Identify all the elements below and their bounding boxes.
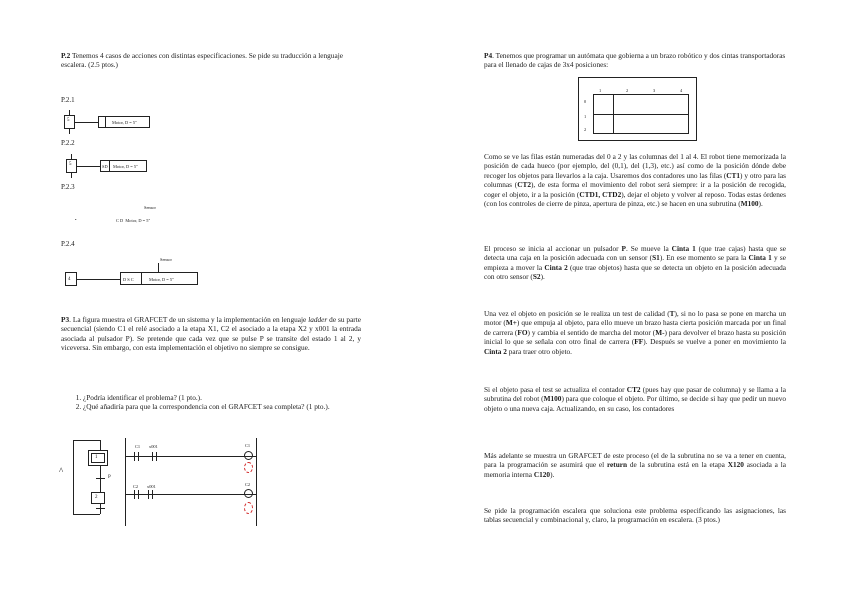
p2-statement: P.2 Tenemos 4 casos de acciones con distintas especificaciones. Se pide su traducción a lenguaje escalera. (2.5 ptos.) [61, 51, 343, 70]
row-header: 0 [584, 99, 587, 104]
box-positions-table [578, 77, 697, 141]
column-header: 1 [599, 88, 602, 93]
question-item: 1. ¿Podría identificar el problema? (1 pto.). [83, 393, 361, 402]
column-header: 4 [680, 88, 683, 93]
p4-statement: P4. Tenemos que programar un autómata que gobierna a un brazo robótico y dos cintas transportadoras para el llenado de cajas de 3x4 posiciones: [484, 51, 786, 70]
column-header: 2 [626, 88, 629, 93]
action-text: C D Motor, D = 5" [116, 218, 151, 223]
sensor-label: Sensor [160, 257, 172, 262]
grafcet-step: 2 [91, 492, 105, 504]
row-header: 2 [584, 127, 587, 132]
column-header: 3 [653, 88, 656, 93]
action-box: D S C Motor, D = 5" [120, 272, 198, 285]
question-item: 2. ¿Qué añadiría para que la correspondencia con el GRAFCET sea completa? (1 pto.). [83, 402, 361, 411]
action-box: SD Motor, D = 5" [100, 160, 147, 172]
row-header: 1 [584, 114, 587, 119]
p4-paragraph-4: Si el objeto pasa el test se actualiza el contador CT2 (pues hay que pasar de columna) y se llama a la subrutina del robot (M100) para que coloque el objeto. Por último, se decide si hay que pedir un nuevo objeto o una nueva caja. Actualizando, en su caso, los contadores [484, 385, 786, 413]
p4-paragraph-1: Como se ve las filas están numeradas del 0 a 2 y las columnas del 1 al 4. El robot tiene memorizada la posición de cada hueco (por ejemplo, del (0,1), del (1,3), etc.) así como de la posición dónde debe recoger los objetos para llevarlos a la caja. Usaremos dos contadores uno las filas (CT1) y otro para las columnas (CT2), de esta forma el movimiento del robot será siempre: ir a la posición de recogida, coger el objeto, ir a la posición (CTD1, CTD2), dejar el objeto y volver al reposo. Todas estas órdenes (con los controles de cierre de pinza, apertura de pinza, etc.) se hacen en una subrutina (M100). [484, 152, 786, 209]
box-grid [593, 94, 689, 134]
arrow-up-icon: ^ [59, 466, 64, 476]
p4-paragraph-6: Se pide la programación escalera que soluciona este problema especificando las asignaciones, las tablas secuencial y combinacional y, claro, la programación en escalera. (3 ptos.) [484, 506, 786, 525]
case-label: P.2.2 [61, 139, 75, 147]
grafcet-step-initial: 1 [88, 450, 108, 466]
grafcet-step: 4 [65, 272, 77, 286]
p4-paragraph-5: Más adelante se muestra un GRAFCET de este proceso (el de la subrutina no se va a tener en cuenta, para la programación se asumirá que el return de la subrutina está en la etapa X120 asociada a la memoria interna C120). [484, 451, 786, 479]
p4-paragraph-2: El proceso se inicia al accionar un pulsador P. Se mueve la Cinta 1 (que trae cajas) hasta que se detecta una caja en la posición adecuada con un sensor (S1). En ese momento se para la Cinta 1 y se empieza a mover la Cinta 2 (que trae objetos) hasta que se detecta un objeto en la posición adecuada con otro sensor (S2). [484, 244, 787, 282]
sensor-label: Sensor [144, 205, 156, 210]
p3-questions [61, 393, 361, 412]
p3-statement: P3. La figura muestra el GRAFCET de un sistema y la implementación en lenguaje ladder de su parte secuencial (siendo C1 el relé asociado a la etapa X1, C2 el asociado a la etapa X2 y x001 la entrada asociada al pulsador P). Se pretende que cada vez que se pulse P se transite del estado 1 al 2, y viceversa. Sin embargo, con esta implementación el objetivo no siempre se consigue. [61, 315, 362, 353]
relay-coil [244, 489, 253, 498]
relay-coil-dashed [244, 502, 253, 514]
case-label: P.2.1 [61, 96, 75, 104]
action-box: Motor, D = 5" [98, 116, 150, 128]
p4-paragraph-3: Una vez el objeto en posición se le realiza un test de calidad (T), si no lo pasa se pone en marcha un motor (M+) que empuja al objeto, para ello mueve un brazo hasta cierta posición marcada por un final de carrera (FO) y cambia el sentido de marcha del motor (M-) para devolver el brazo hasta su posición inicial lo que se señala con otro final de carrera (FF). Después se vuelve a poner en movimiento la Cinta 2 para traer otro objeto. [484, 309, 787, 356]
grafcet-step: 5 [64, 115, 75, 129]
relay-coil [244, 451, 253, 460]
page: P.2 Tenemos 4 casos de acciones con distintas especificaciones. Se pide su traducción a lenguaje escalera. (2.5 ptos.) P.2.1 5 Motor, D = 5" P.2.2 5 SD Motor, D = 5" P.2.3 Sensor • C D Motor, D = 5" P.2.4 Sensor 4 D S C Motor, D = 5" P3. La figura muestra el GRAFCET de un sistema y la implementación en lenguaje ladder de su parte secuencial (siendo C1 el relé asociado a la etapa X1, C2 el asociado a la etapa X2 y x001 la entrada asociada al pulsador P). Se pretende que cada vez que se pulse P se transite del estado 1 al 2, y viceversa. Sin embargo, con esta implementación el objetivo no siempre se consigue. 1. ¿Podría identificar el problema? (1 pto.). 2. ¿Qué añadiría para que la correspondencia con el GRAFCET sea completa? (1 pto.). 1 P 2 ^ C1 x001 C1 C2 x001 C2 P4. Tenemos que programar un autómata que gobierna a un brazo robótico y dos cintas transportadoras para el llenado de cajas de 3x4 posiciones: 1 2 3 4 0 1 2 Como se ve las filas están numeradas del 0 a 2 y las columnas del 1 al 4. El robot tiene memorizada la posición de cada hueco (por ejemplo, del (0,1), del (1,3), etc.) así como de la posición dónde debe recoger los objetos para llevarlos a la caja. Usaremos dos contadores uno las filas (CT1) y otro para las columnas (CT2), de esta forma el movimiento del robot será siempre: ir a la posición de recogida, coger el objeto, ir a la posición (CTD1, CTD2), dejar el objeto y volver al reposo. Todas estas órdenes (con los controles de cierre de pinza, apertura de pinza, etc.) se hacen en una subrutina (M100). El proceso se inicia al accionar un pulsador P. Se mueve la Cinta 1 (que trae cajas) hasta que se detecta una caja en la posición adecuada con un sensor (S1). En ese momento se para la Cinta 1 y se empieza a mover la Cinta 2 (que trae objetos) hasta que se detecta un objeto en la posición adecuada con otro sensor (S2). Una vez el objeto en posición se le realiza un test de calidad (T), si no lo pasa se pone en marcha un motor (M+) que empuja al objeto, para ello mueve un brazo hasta cierta posición marcada por un final de carrera (FO) y cambia el sentido de marcha del motor (M-) para devolver el brazo hasta su posición inicial lo que se señala con otro final de carrera (FF). Después se vuelve a poner en movimiento la Cinta 2 para traer otro objeto. Si el objeto pasa el test se actualiza el contador CT2 (pues hay que pasar de columna) y se llama a la subrutina del robot (M100) para que coloque el objeto. Por último, se decide si hay que pedir un nuevo objeto o una nueva caja. Actualizando, en su caso, los contadores Más adelante se muestra un GRAFCET de este proceso (el de la subrutina no se va a tener en cuenta, para la programación se asumirá que el return de la subrutina está en la etapa X120 asociada a la memoria interna C120). Se pide la programación escalera que soluciona este problema especificando las asignaciones, las tablas secuencial y combinacional y, claro, la programación en escalera. (3 ptos.) [0, 0, 848, 600]
grafcet-step: 5 [66, 159, 77, 173]
grafcet-ladder-diagram: 1 P 2 ^ C1 x001 C1 C2 x001 C2 [61, 438, 271, 528]
case-label: P.2.4 [61, 240, 75, 248]
case-label: P.2.3 [61, 183, 75, 191]
relay-coil-dashed [244, 462, 253, 473]
